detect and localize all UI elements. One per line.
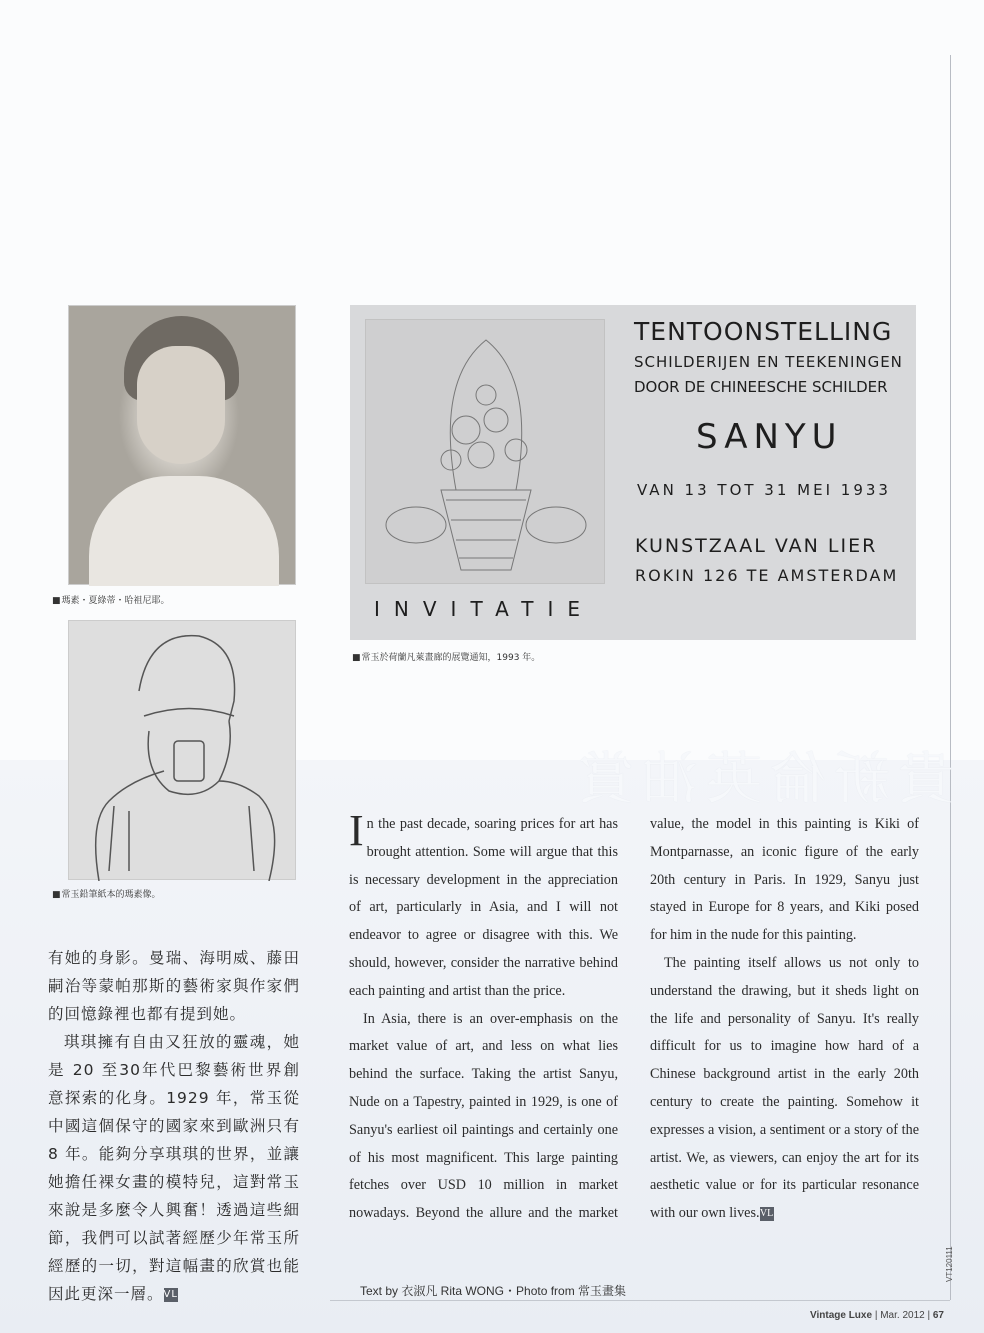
credit-line: Text by 衣淑凡 Rita WONG・Photo from 常玉畫集 bbox=[360, 1284, 627, 1298]
english-column-2 bbox=[650, 811, 919, 1228]
end-mark-icon: VL bbox=[759, 1207, 774, 1219]
end-mark-icon: VL bbox=[163, 1288, 178, 1300]
drop-cap: I bbox=[349, 811, 364, 855]
english-paragraph-2: In Asia, there is an over-emphasis on the market value of art, and less on what lies behind the surface. Taking the artist Sanyu, Nude on a Tapestry, painted in 1929, is one of Sanyu's earliest oil paintings and certainly one of his most magnificent. This large painting fetches over USD 10 million in market nowadays. Beyond the allure and the market bbox=[349, 1010, 618, 1222]
footer-rule bbox=[330, 1300, 950, 1301]
chinese-paragraph-1: 有她的身影。曼瑞、海明威、藤田嗣治等蒙帕那斯的藝術家與作家們的回憶錄裡也都有提到她。 bbox=[48, 949, 300, 1023]
english-paragraph-3: The painting itself allows us not only to understand the drawing, but it sheds light on the life and personality of Sanyu. It's really difficult for us to imagine how hard of a Chinese background artist in the early 20th century to create the painting. Somehow it expresses a vision, a sentiment or a story of the artist. We, as viewers, can enjoy the art for its aesthetic value or for its particular resonance with our own lives. bbox=[650, 955, 919, 1222]
chinese-column bbox=[48, 944, 300, 1308]
magazine-name: Vintage Luxe bbox=[809, 1310, 873, 1321]
english-column-1 bbox=[349, 811, 618, 1251]
invitation-line2: DOOR DE CHINEESCHE SCHILDER bbox=[634, 378, 888, 396]
invitation-venue: KUNSTZAAL VAN LIER bbox=[635, 535, 878, 557]
flower-basket-drawing bbox=[365, 319, 605, 584]
invitation-address: ROKIN 126 TE AMSTERDAM bbox=[635, 566, 899, 585]
invitation-artist: SANYU bbox=[696, 417, 843, 457]
footer-separator: | bbox=[927, 1310, 931, 1321]
portrait-caption: ■ 瑪素・夏綠蒂・哈祖尼耶。 bbox=[52, 593, 170, 606]
sketch-caption: ■ 常玉鉛筆紙本的瑪素像。 bbox=[52, 887, 161, 900]
invitation-label: INVITATIE bbox=[374, 597, 594, 621]
invitation-card bbox=[350, 305, 916, 640]
invitation-dates: VAN 13 TOT 31 MEI 1933 bbox=[637, 481, 891, 499]
chinese-paragraph-2: 琪琪擁有自由又狂放的靈魂，她是 20 至30年代巴黎藝術世界創意探索的化身。1929 年，常玉從中國這個保守的國家來到歐洲只有 8 年。能夠分享琪琪的世界，並讓她擔任裸女畫的模特兒，這對常玉來說是多麼令人興奮！透過這些細節，我們可以試著經歷少年常玉所經歷的一切，對這幅畫的欣賞也能因此更深一層。 bbox=[48, 1033, 300, 1303]
english-paragraph-1: n the past decade, soaring prices for art has brought attention. Some will argue that this is necessary development in the appreciation of art, particularly in Asia, and I will not endeavor to agree or disagree with this. We should, however, consider the narrative behind each painting and artist than the price. bbox=[349, 816, 618, 999]
bleed-through-title: 貴新倫英油賞 bbox=[570, 747, 954, 812]
sketch-drawing bbox=[68, 620, 296, 880]
page-number: 67 bbox=[932, 1310, 944, 1321]
page-footer bbox=[810, 1310, 944, 1321]
invitation-title: TENTOONSTELLING bbox=[634, 317, 893, 346]
print-code: VT120111 bbox=[945, 1246, 954, 1282]
invitation-line1: SCHILDERIJEN EN TEEKENINGEN bbox=[634, 353, 903, 371]
english-paragraph-2-continued: value, the model in this painting is Kiki of Montparnasse, an iconic figure of the early 20th century in Paris. In 1929, Sanyu just stayed in Europe for 8 years, and Kiki posed for him in the nude for this painting. bbox=[650, 816, 919, 944]
portrait-photo bbox=[68, 305, 296, 585]
issue-date: Mar. 2012 bbox=[880, 1310, 925, 1321]
column-rule bbox=[950, 55, 951, 1300]
invitation-caption: ■ 常玉於荷蘭凡萊畫廊的展覽通知，1993 年。 bbox=[352, 650, 540, 663]
footer-separator: | bbox=[874, 1310, 878, 1321]
